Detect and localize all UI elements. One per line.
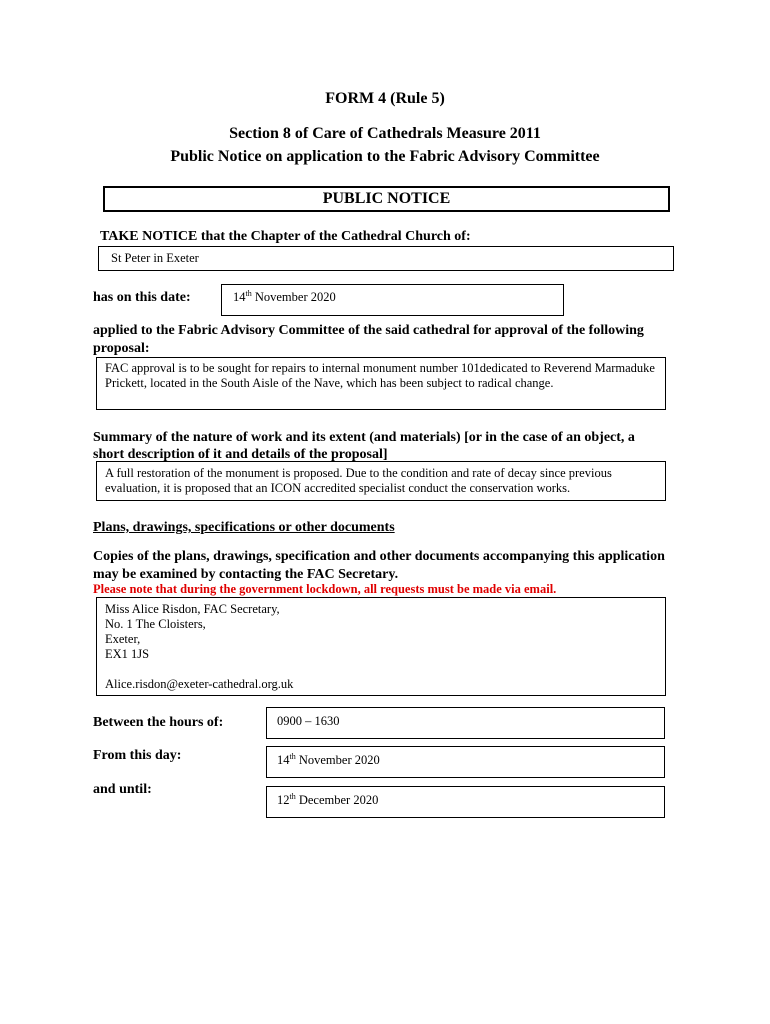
until-field: 12th December 2020 bbox=[266, 786, 665, 818]
date-field: 14th November 2020 bbox=[221, 284, 564, 316]
copies-text: Copies of the plans, drawings, specification and other documents accompanying this application may be examined by contacting the FAC Secretary. bbox=[93, 549, 665, 582]
contact-email[interactable]: Alice.risdon@exeter-cathedral.org.uk bbox=[105, 677, 294, 691]
summary-label: Summary of the nature of work and its extent (and materials) [or in the case of an object, a short description of it and details of the proposal] bbox=[93, 430, 635, 462]
from-label: From this day: bbox=[93, 748, 182, 763]
applied-text: applied to the Fabric Advisory Committee of the said cathedral for approval of the following proposal: bbox=[93, 323, 644, 356]
until-label: and until: bbox=[93, 782, 152, 797]
hours-label: Between the hours of: bbox=[93, 715, 224, 730]
contact-address2: Exeter, bbox=[105, 632, 141, 646]
summary-field: A full restoration of the monument is proposed. Due to the condition and rate of decay since previous evaluation, it is proposed that an ICON accredited specialist conduct the conservation works. bbox=[96, 461, 666, 501]
cathedral-field: St Peter in Exeter bbox=[98, 246, 674, 271]
contact-address1: No. 1 The Cloisters, bbox=[105, 617, 206, 631]
contact-name: Miss Alice Risdon, FAC Secretary, bbox=[105, 602, 280, 616]
plans-heading: Plans, drawings, specifications or other documents bbox=[93, 520, 395, 535]
public-notice-banner: PUBLIC NOTICE bbox=[103, 186, 670, 212]
proposal-field: FAC approval is to be sought for repairs to internal monument number 101dedicated to Reverend Marmaduke Prickett, located in the South Aisle of the Nave, which has been subject to radical change. bbox=[96, 357, 666, 410]
section-heading: Section 8 of Care of Cathedrals Measure 2011 bbox=[229, 125, 541, 142]
public-notice-heading: Public Notice on application to the Fabric Advisory Committee bbox=[170, 148, 600, 165]
hours-field: 0900 – 1630 bbox=[266, 707, 665, 739]
from-field: 14th November 2020 bbox=[266, 746, 665, 778]
contact-postcode: EX1 1JS bbox=[105, 647, 150, 661]
lockdown-note: Please note that during the government lockdown, all requests must be made via email. bbox=[93, 582, 557, 596]
take-notice-text: TAKE NOTICE that the Chapter of the Cathedral Church of: bbox=[100, 229, 471, 244]
form-title: FORM 4 (Rule 5) bbox=[325, 90, 445, 107]
contact-box bbox=[96, 597, 666, 696]
date-label: has on this date: bbox=[93, 290, 191, 305]
